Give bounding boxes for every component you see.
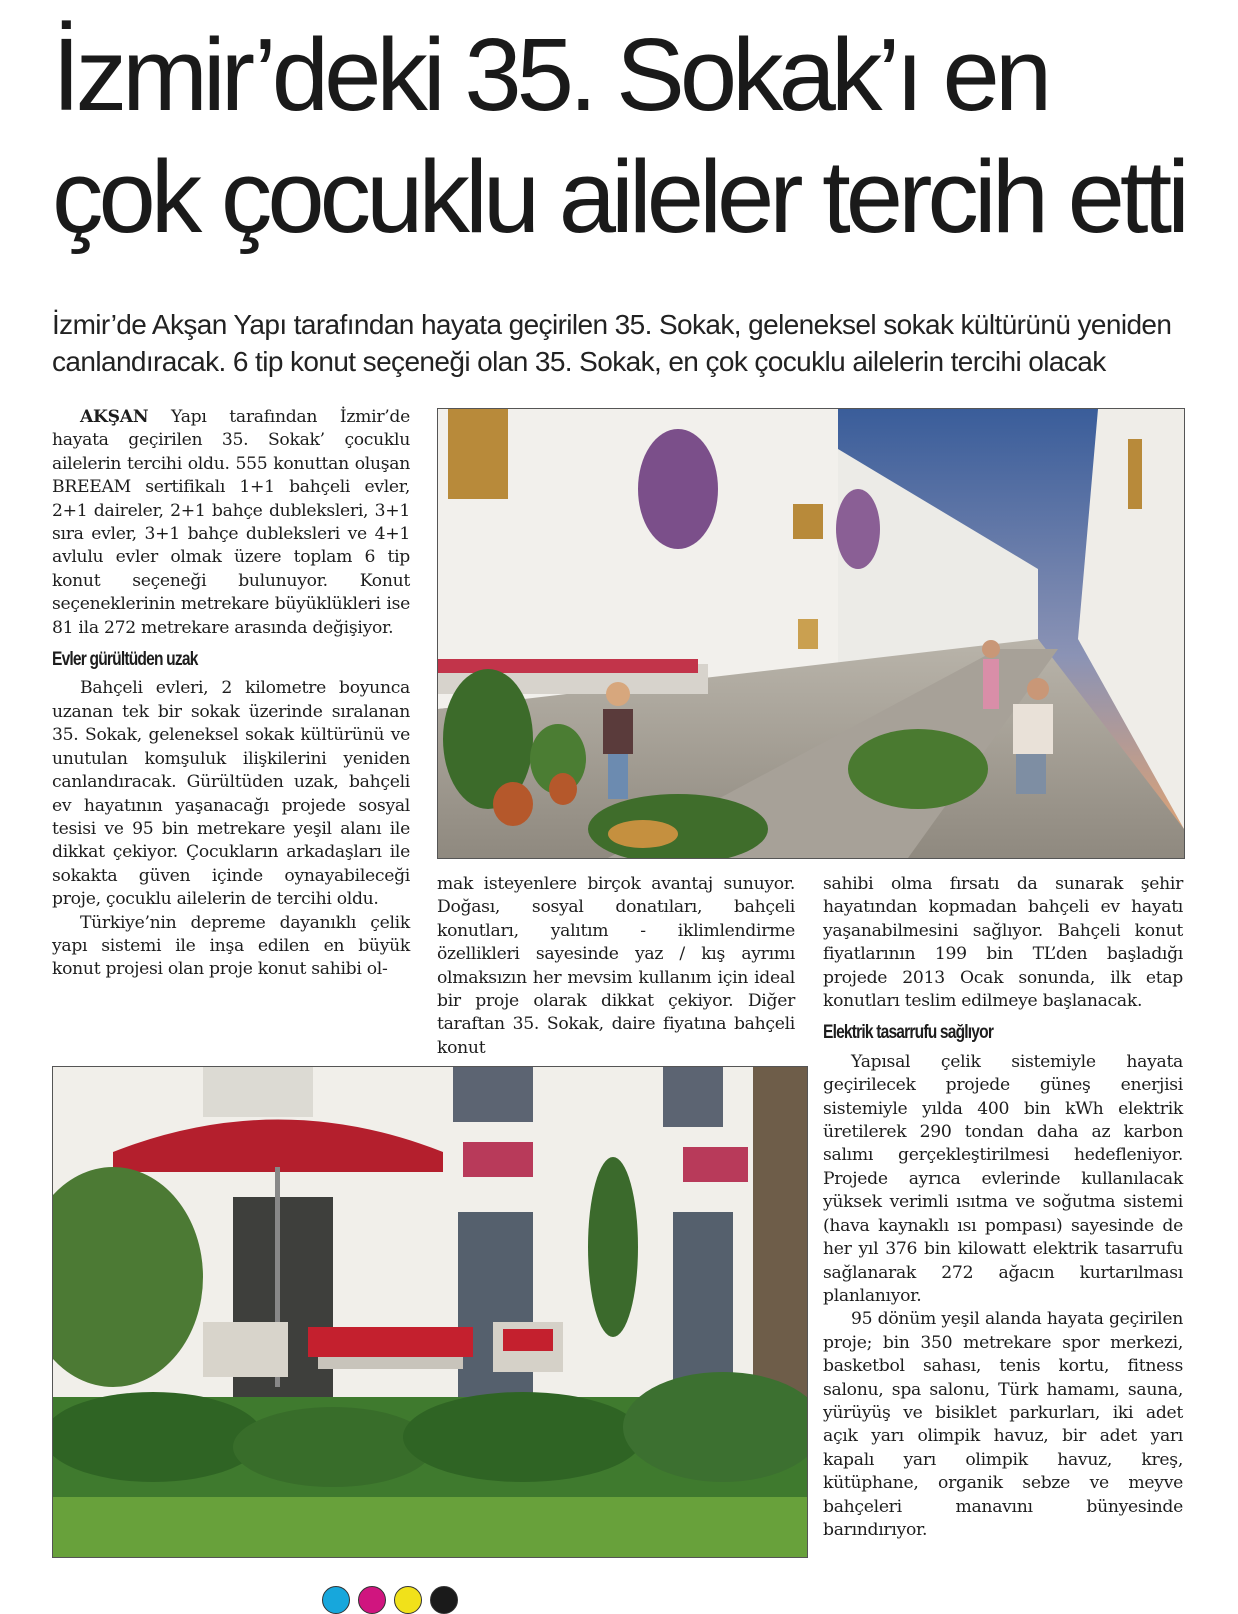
paragraph-5: sahibi olma fırsatı da sunarak şehir hayatından kopmadan bahçeli ev hayatı yaşanabilmesini sağlıyor. Bahçeli konut fiyatlarının 199 bin TL’den başladığı projede 2013 Ocak sonunda, ilk etap konutları teslim edilmeye başlanacak. xyxy=(823,874,1183,1012)
paragraph-3: Türkiye’nin depreme dayanıklı çelik yapı sistemi ile inşa edilen en büyük konut projesi olan proje konut sahibi ol- xyxy=(52,912,410,980)
headline: İzmir’deki 35. Sokak’ı en çok çocuklu aileler tercih etti xyxy=(52,17,1186,254)
lead-word: AKŞAN xyxy=(80,407,149,427)
paragraph-1: AKŞAN Yapı tarafından İzmir’de hayata geçirilen 35. Sokak’ çocuklu ailelerin tercihi oldu. 555 konuttan oluşan BREEAM sertifikalı 1+1 bahçeli evler, 2+1 daireler, 2+1 bahçe dubleksleri, 3+1 sıra evler, 3+1 bahçe dubleksleri ve 4+1 avlulu evler olmak üzere toplam 6 tip konut seçeneği bulunuyor. Konut seçeneklerinin metrekare büyüklükleri ise 81 ila 272 metrekare arasında değişiyor. xyxy=(52,407,410,638)
column-3 xyxy=(823,873,1183,1542)
subheading-noise: Evler gürültüden uzak xyxy=(52,649,198,671)
paragraph-7: 95 dönüm yeşil alanda hayata geçirilen proje; bin 350 metrekare spor merkezi, basketbol sahası, tenis kortu, fitness salonu, spa salonu, Türk hamamı, sauna, yürüyüş ve bisiklet parkurları, iki adet açık yarı olimpik havuz, bir adet yarı kapalı yarı olimpik havuz, kreş, kütüphane, organik sebze ve meyve bahçeleri manavını bünyesinde barındırıyor. xyxy=(823,1309,1183,1540)
subheading-electricity: Elektrik tasarrufu sağlıyor xyxy=(823,1022,994,1044)
yellow-dot xyxy=(394,1586,422,1614)
paragraph-2: Bahçeli evleri, 2 kilometre boyunca uzanan tek bir sokak üzerinde sıralanan 35. Sokak, geleneksel sokak kültürünü ve unutulan komşuluk ilişkilerini yeniden canlandıracak. Gürültüden uzak, bahçeli ev hayatının yaşanacağı projede sosyal tesisi ve 95 bin metrekare yeşil alanı ile dikkat çekiyor. Çocukların arkadaşları ile sokakta güven içinde oynayabileceği proje, çocuklu ailelerin de tercihi oldu. xyxy=(52,678,410,910)
garden-photo xyxy=(52,1066,808,1558)
column-1 xyxy=(52,406,410,982)
black-dot xyxy=(430,1586,458,1614)
paragraph-6: Yapısal çelik sistemiyle hayata geçirilecek projede güneş enerjisi sistemiyle yılda 400 bin kWh elektrik üretilerek 290 tondan daha az karbon salımı gerçekleştirilmesi hedefleniyor. Projede ayrıca evlerinde kullanılacak yüksek verimli ısıtma ve soğutma sistemi (hava kaynaklı ısı pompası) sayesinde de her yıl 376 bin kilowatt elektrik tasarrufu sağlanarak 272 ağacın kurtarılması planlanıyor. xyxy=(823,1051,1183,1306)
registration-marks xyxy=(322,1586,458,1614)
cyan-dot xyxy=(322,1586,350,1614)
paragraph-4: mak isteyenlere birçok avantaj sunuyor. Doğası, sosyal donatıları, bahçeli konutları, yalıtım - iklimlendirme özellikleri sayesinde yaz / kış ayrımı olmaksızın her mevsim kullanım için ideal bir proje olarak dikkat çekiyor. Diğer taraftan 35. Sokak, daire fiyatına bahçeli konut xyxy=(437,874,795,1058)
magenta-dot xyxy=(358,1586,386,1614)
street-photo xyxy=(437,408,1185,859)
column-2 xyxy=(437,873,795,1060)
spot-text: İzmir’de Akşan Yapı tarafından hayata geçirilen 35. Sokak, geleneksel sokak kültürünü yeniden canlandıracak. 6 tip konut seçeneği olan 35. Sokak, en çok çocuklu ailelerin tercihi olacak xyxy=(52,309,1172,377)
